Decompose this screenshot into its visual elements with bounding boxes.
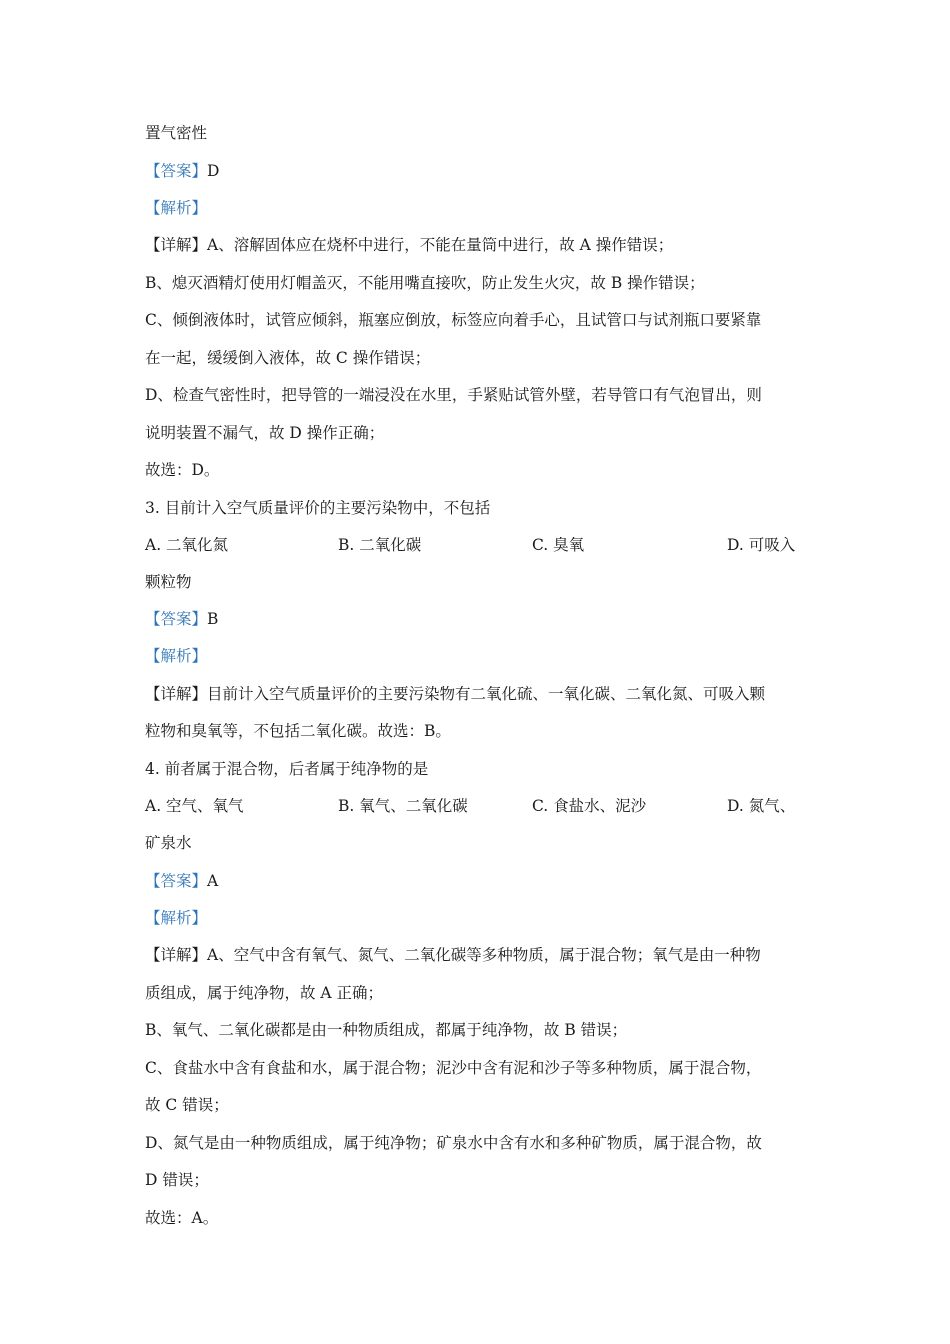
text-line: D、氮气是由一种物质组成，属于纯净物；矿泉水中含有水和多种矿物质，属于混合物，故 <box>145 1134 762 1152</box>
option-d: D. 氮气、 <box>727 797 796 815</box>
text-line: 故 C 错误； <box>145 1096 229 1114</box>
analysis-tag: 【解析】 <box>145 199 208 217</box>
text-line: C、食盐水中含有食盐和水，属于混合物；泥沙中含有泥和沙子等多种物质，属于混合物， <box>145 1059 762 1077</box>
answer-value: B <box>207 610 219 628</box>
text-line: 质组成，属于纯净物，故 A 正确； <box>145 984 384 1002</box>
question-stem: 3. 目前计入空气质量评价的主要污染物中，不包括 <box>145 499 491 517</box>
text-line: 说明装置不漏气，故 D 操作正确； <box>145 424 385 442</box>
option-a: A. 空气、氧气 <box>145 797 244 815</box>
option-c: C. 食盐水、泥沙 <box>532 797 647 815</box>
answer-value: D <box>207 162 220 180</box>
text-line: B、氧气、二氧化碳都是由一种物质组成，都属于纯净物，故 B 错误； <box>145 1021 628 1039</box>
question-stem: 4. 前者属于混合物，后者属于纯净物的是 <box>145 760 429 778</box>
analysis-line <box>145 907 207 929</box>
answer-line <box>145 160 219 182</box>
analysis-tag: 【解析】 <box>145 647 208 665</box>
option-b: B. 二氧化碳 <box>338 536 422 554</box>
text-line: B、熄灭酒精灯使用灯帽盖灭，不能用嘴直接吹，防止发生火灾，故 B 操作错误； <box>145 274 705 292</box>
option-wrap: 矿泉水 <box>145 834 192 852</box>
answer-value: A <box>207 872 219 890</box>
text-line: C、倾倒液体时，试管应倾斜，瓶塞应倒放，标签应向着手心，且试管口与试剂瓶口要紧靠 <box>145 311 762 329</box>
answer-line <box>145 608 218 630</box>
answer-tag: 【答案】 <box>145 162 208 180</box>
text-line: 粒物和臭氧等，不包括二氧化碳。故选：B。 <box>145 722 451 740</box>
answer-tag: 【答案】 <box>145 872 208 890</box>
analysis-tag: 【解析】 <box>145 909 208 927</box>
answer-line <box>145 870 218 892</box>
option-c: C. 臭氧 <box>532 536 585 554</box>
answer-tag: 【答案】 <box>145 610 208 628</box>
text-line: 故选：D。 <box>145 461 220 479</box>
text-line: D、检查气密性时，把导管的一端浸没在水里，手紧贴试管外壁，若导管口有气泡冒出，则 <box>145 386 762 404</box>
option-wrap: 颗粒物 <box>145 573 192 591</box>
analysis-line <box>145 197 207 219</box>
text-line: 【详解】A、空气中含有氧气、氮气、二氧化碳等多种物质，属于混合物；氧气是由一种物 <box>145 946 761 964</box>
option-a: A. 二氧化氮 <box>145 536 229 554</box>
option-d: D. 可吸入 <box>727 536 796 554</box>
text-line: 置气密性 <box>145 124 208 142</box>
option-b: B. 氧气、二氧化碳 <box>338 797 468 815</box>
text-line: 故选：A。 <box>145 1209 219 1227</box>
text-line: 【详解】A、溶解固体应在烧杯中进行，不能在量筒中进行，故 A 操作错误； <box>145 236 674 254</box>
text-line: 在一起，缓缓倒入液体，故 C 操作错误； <box>145 349 431 367</box>
text-line: D 错误； <box>145 1171 209 1189</box>
analysis-line <box>145 645 207 667</box>
text-line: 【详解】目前计入空气质量评价的主要污染物有二氧化硫、一氧化碳、二氧化氮、可吸入颗 <box>145 685 766 703</box>
